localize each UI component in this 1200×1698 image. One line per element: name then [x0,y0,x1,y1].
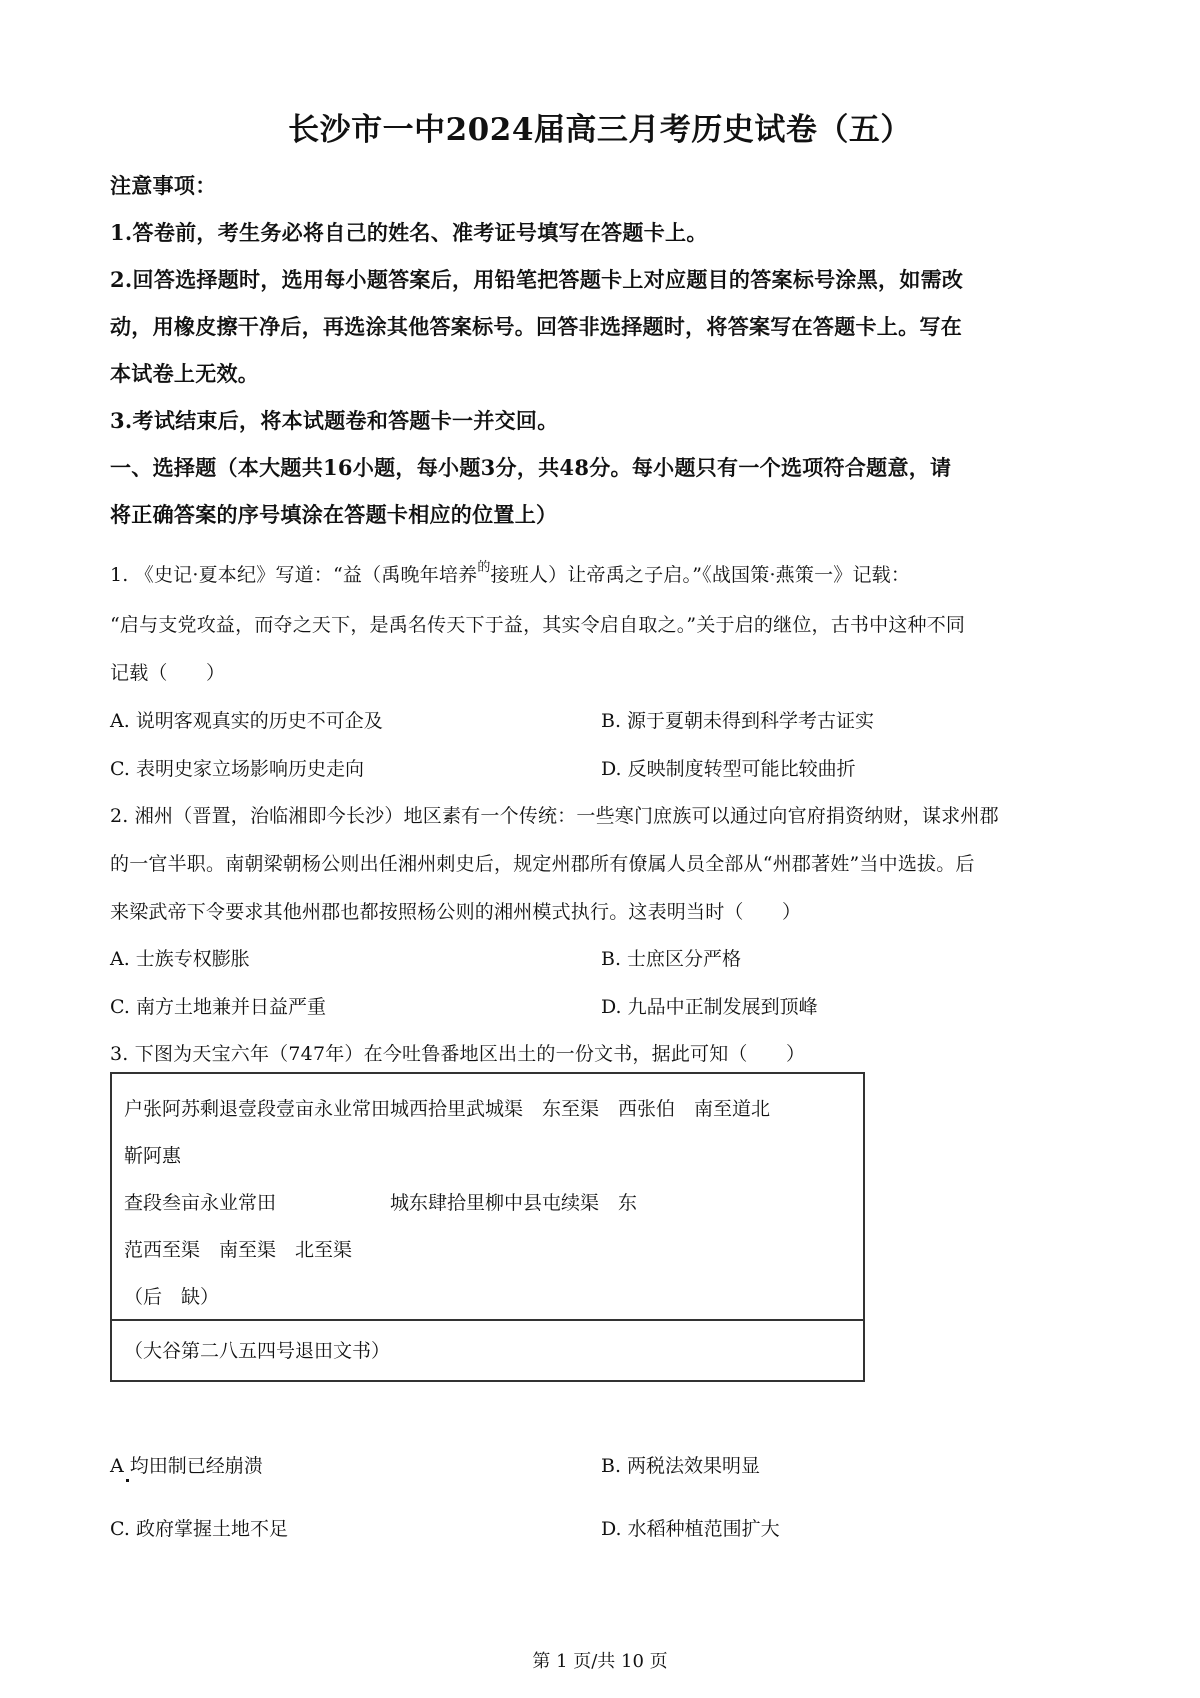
page-title: 长沙市一中2024届高三月考历史试卷（五） [288,112,912,148]
q3-option-d[interactable]: D. 水稻种植范围扩大 [601,1518,780,1540]
notice-item: 1.答卷前，考生务必将自己的姓名、准考证号填写在答题卡上。 [110,220,708,245]
question-1-line: “启与支党攻益，而夺之天下，是禹名传天下于益，其实令启自取之。”关于启的继位，古书中这种不同 [110,614,966,636]
notice-item: 动，用橡皮擦干净后，再选涂其他答案标号。回答非选择题时，将答案写在答题卡上。写在 [110,314,962,339]
question-1-line: 记载（ ） [110,662,226,684]
question-1-stem [110,560,910,587]
document-line: 查段叁亩永业常田 城东肆拾里柳中县屯续渠 东 [124,1192,638,1214]
stray-dot [126,1479,129,1482]
q1-option-b[interactable]: B. 源于夏朝未得到科学考古证实 [601,710,875,732]
document-line: 户张阿苏剩退壹段壹亩永业常田城西拾里武城渠 东至渠 西张伯 南至道北 [124,1098,771,1120]
q2-option-c[interactable]: C. 南方土地兼并日益严重 [110,996,326,1018]
document-line: （后 缺） [124,1286,220,1308]
question-2-line: 2. 湘州（晋置，治临湘即今长沙）地区素有一个传统：一些寒门庶族可以通过向官府捐资纳财，谋求州郡 [110,805,999,827]
question-1-text: 1. 《史记·夏本纪》写道：“益（禹晚年培养 [110,564,478,586]
notice-heading: 注意事项： [110,173,217,198]
question-1-superscript: 的 [477,560,491,575]
notice-item: 3.考试结束后，将本试题卷和答题卡一并交回。 [110,408,559,433]
q3-option-a[interactable]: A 均田制已经崩溃 [110,1455,263,1477]
q2-option-b[interactable]: B. 士庶区分严格 [601,948,742,970]
document-caption: （大谷第二八五四号退田文书） [124,1340,391,1362]
q3-option-c[interactable]: C. 政府掌握土地不足 [110,1518,288,1540]
q1-option-d[interactable]: D. 反映制度转型可能比较曲折 [601,758,856,780]
historical-document-box [110,1072,865,1382]
question-2-line: 的一官半职。南朝梁朝杨公则出任湘州刺史后，规定州郡所有僚属人员全部从“州郡著姓”当中选拔。后 [110,853,975,875]
q3-option-b[interactable]: B. 两税法效果明显 [601,1455,761,1477]
document-line: 靳阿惠 [124,1145,182,1167]
notice-item: 2.回答选择题时，选用每小题答案后，用铅笔把答题卡上对应题目的答案标号涂黑，如需改 [110,267,964,292]
document-line: 范西至渠 南至渠 北至渠 [124,1239,353,1261]
q1-option-c[interactable]: C. 表明史家立场影响历史走向 [110,758,364,780]
section-heading-cont: 将正确答案的序号填涂在答题卡相应的位置上） [110,502,558,527]
page-number: 第 1 页/共 10 页 [532,1651,668,1672]
box-divider [112,1319,863,1321]
question-3-line: 3. 下图为天宝六年（747年）在今吐鲁番地区出土的一份文书，据此可知（ ） [110,1043,806,1065]
notice-item: 本试卷上无效。 [110,361,260,386]
q2-option-a[interactable]: A. 士族专权膨胀 [110,948,250,970]
question-1-text-cont: 接班人）让帝禹之子启。”《战国策·燕策一》记载： [490,564,911,586]
q2-option-d[interactable]: D. 九品中正制发展到顶峰 [601,996,818,1018]
q1-option-a[interactable]: A. 说明客观真实的历史不可企及 [110,710,383,732]
section-heading: 一、选择题（本大题共16小题，每小题3分，共48分。每小题只有一个选项符合题意，请 [110,455,952,480]
question-2-line: 来梁武帝下令要求其他州郡也都按照杨公则的湘州模式执行。这表明当时（ ） [110,901,802,923]
